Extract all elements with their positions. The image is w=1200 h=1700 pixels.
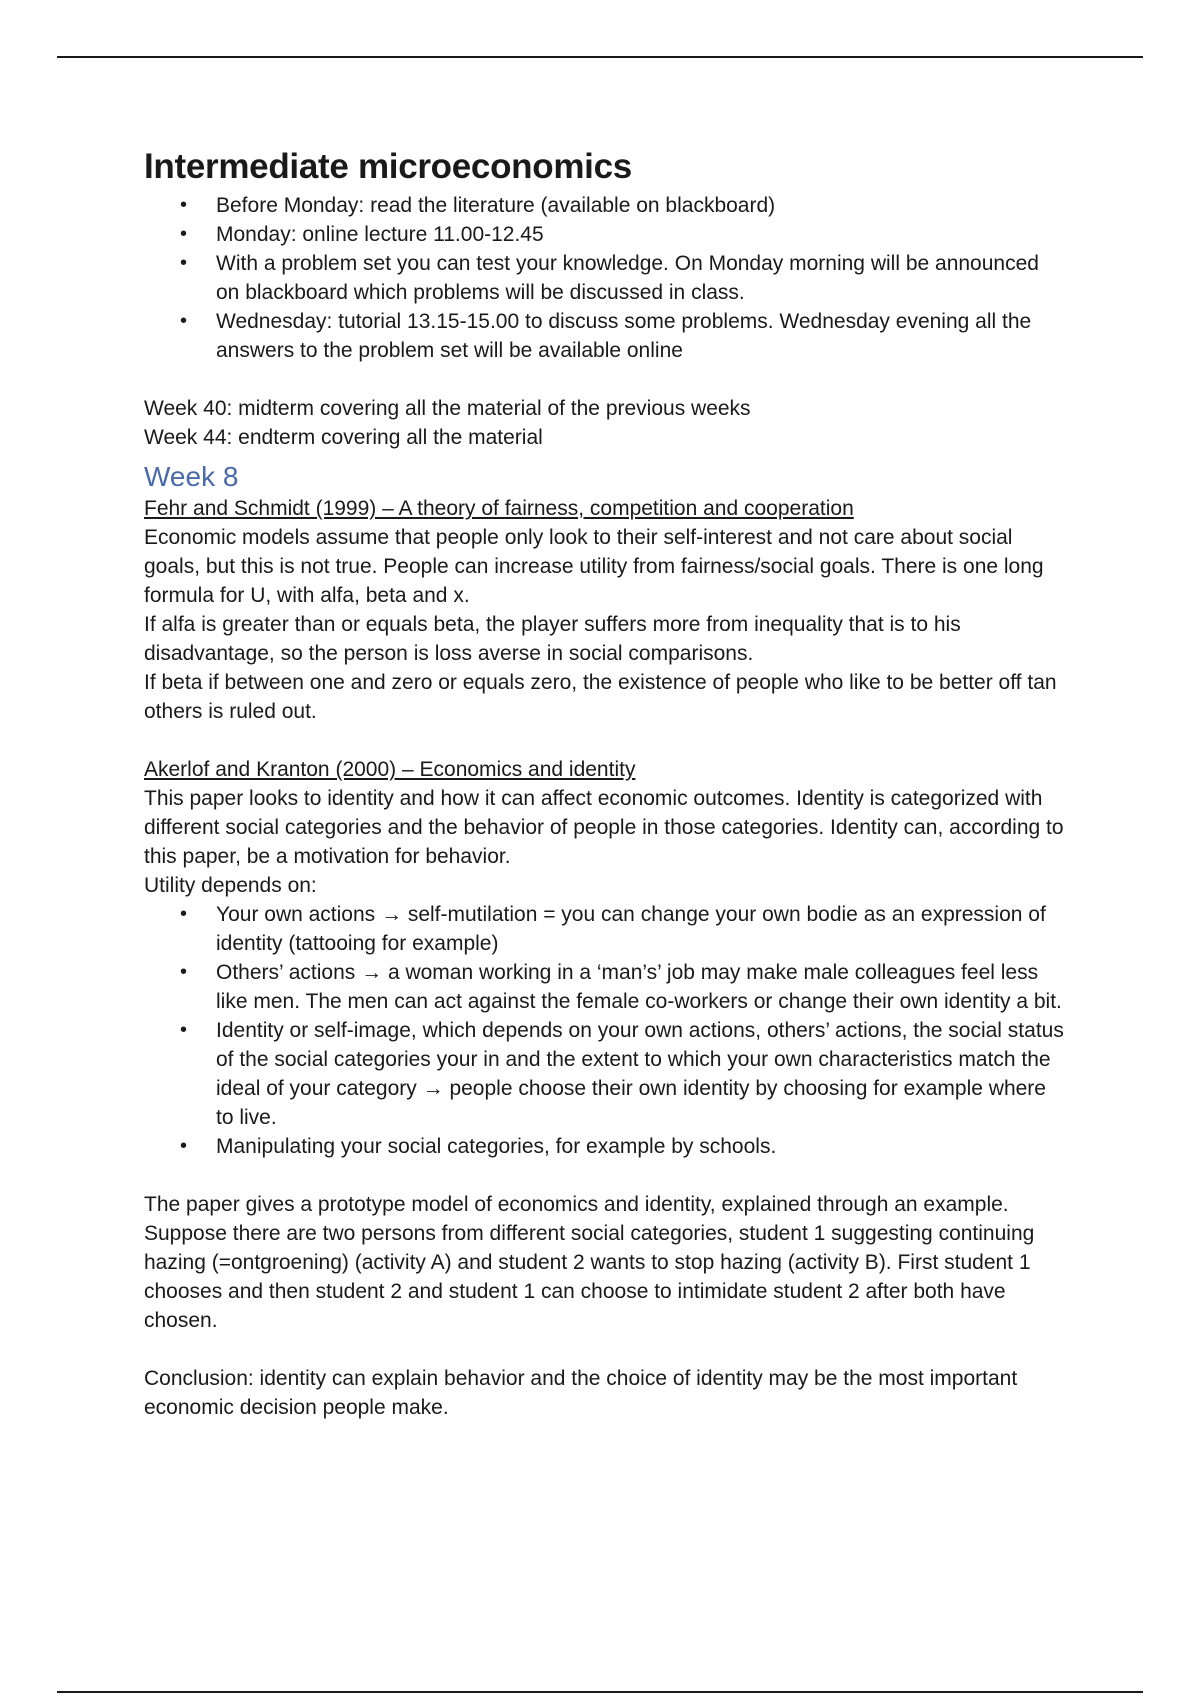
list-item: • Wednesday: tutorial 13.15-15.00 to discuss some problems. Wednesday evening all the answers to the problem set will be available online xyxy=(216,307,1064,365)
paragraph: This paper looks to identity and how it can affect economic outcomes. Identity is categorized with different social categories and the behavior of people in those categories. Identity can, according to this paper, be a motivation for behavior. xyxy=(144,787,1064,868)
paragraph-conclusion: Conclusion: identity can explain behavior and the choice of identity may be the most important economic decision people make. xyxy=(144,1367,1018,1419)
spacer xyxy=(144,365,1064,394)
utility-label: Utility depends on: xyxy=(144,874,317,897)
page-title: Intermediate microeconomics xyxy=(144,147,632,186)
paragraph: If beta if between one and zero or equals zero, the existence of people who like to be better off tan others is ruled out. xyxy=(144,671,1057,723)
week-heading: Week 8 xyxy=(144,461,239,492)
list-item: • Your own actions → self-mutilation = you can change your own bodie as an expression of identity (tattooing for example) xyxy=(216,900,1064,958)
list-item: • Others’ actions → a woman working in a ‘man’s’ job may make male colleagues feel less like men. The men can act against the female co-workers or change their own identity a bit. xyxy=(216,958,1064,1016)
document-body xyxy=(144,145,1064,1422)
paragraph: Economic models assume that people only look to their self-interest and not care about social goals, but this is not true. People can increase utility from fairness/social goals. There is one long formula for U, with alfa, beta and x. xyxy=(144,526,1044,607)
paper-title-fehr-schmidt: Fehr and Schmidt (1999) – A theory of fairness, competition and cooperation xyxy=(144,497,854,520)
header-rule xyxy=(57,56,1143,58)
footer-rule xyxy=(57,1691,1143,1693)
list-item: • With a problem set you can test your knowledge. On Monday morning will be announced on blackboard which problems will be discussed in class. xyxy=(216,249,1064,307)
paragraph-model: The paper gives a prototype model of economics and identity, explained through an example. Suppose there are two persons from different social categories, student 1 suggesting continuing hazing (=ontgroening) (activity A) and student 2 wants to stop hazing (activity B). First student 1 chooses and then student 2 and student 1 can choose to intimidate student 2 after both have chosen. xyxy=(144,1193,1035,1332)
paragraph: If alfa is greater than or equals beta, the player suffers more from inequality that is to his disadvantage, so the person is loss averse in social comparisons. xyxy=(144,613,961,665)
list-item: • Identity or self-image, which depends on your own actions, others’ actions, the social status of the social categories your in and the extent to which your own characteristics match the ideal of your category → people choose their own identity by choosing for example where to live. xyxy=(216,1016,1064,1132)
exam-line-midterm: Week 40: midterm covering all the material of the previous weeks xyxy=(144,397,751,420)
list-item: • Before Monday: read the literature (available on blackboard) xyxy=(216,191,1064,220)
list-item: • Manipulating your social categories, for example by schools. xyxy=(216,1132,1064,1161)
list-item: • Monday: online lecture 11.00-12.45 xyxy=(216,220,1064,249)
spacer xyxy=(144,1335,1064,1364)
utility-list xyxy=(144,900,1064,1161)
schedule-list xyxy=(144,191,1064,365)
spacer xyxy=(144,726,1064,755)
exam-line-endterm: Week 44: endterm covering all the material xyxy=(144,426,543,449)
spacer xyxy=(144,1161,1064,1190)
paper-title-akerlof-kranton: Akerlof and Kranton (2000) – Economics and identity xyxy=(144,758,636,781)
